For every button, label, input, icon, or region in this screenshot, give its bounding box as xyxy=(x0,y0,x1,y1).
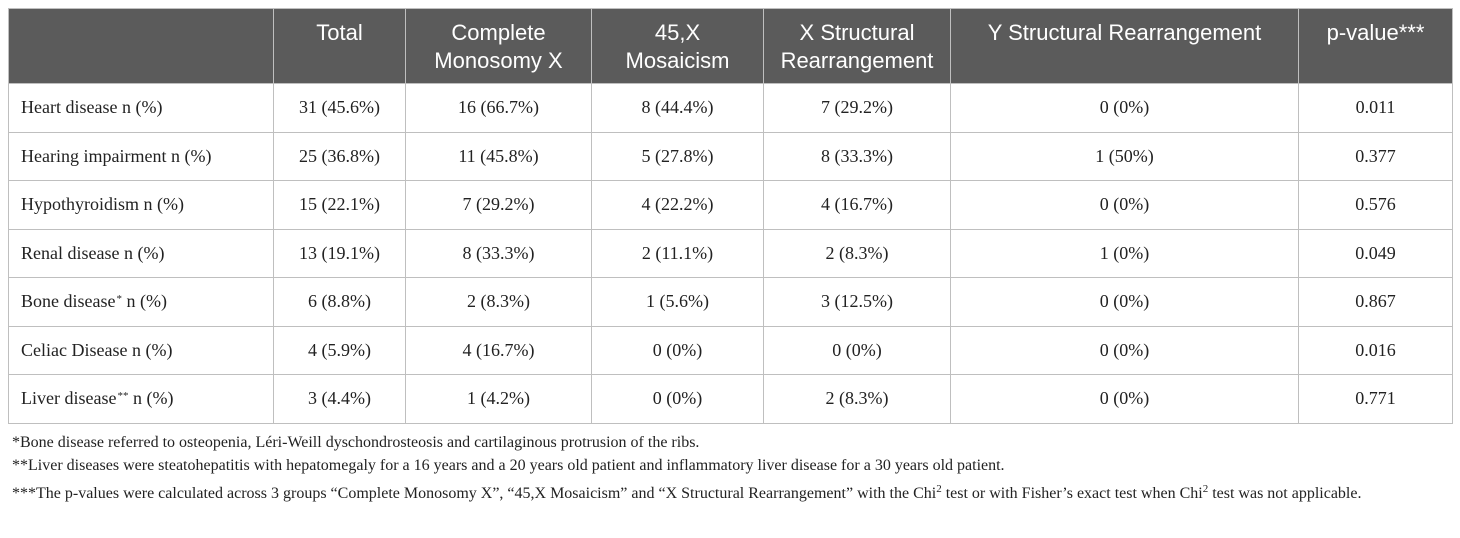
superscript: 2 xyxy=(936,483,942,495)
row-label: Hypothyroidism n (%) xyxy=(9,181,274,230)
table-row xyxy=(9,84,1453,133)
cell-x-structural: 3 (12.5%) xyxy=(764,278,951,327)
row-label-text: Bone disease xyxy=(21,291,116,312)
header-p-value: p-value*** xyxy=(1299,9,1453,84)
cell-y-structural: 1 (50%) xyxy=(951,132,1299,181)
cell-x-structural: 8 (33.3%) xyxy=(764,132,951,181)
header-row xyxy=(9,9,1453,84)
cell-y-structural: 1 (0%) xyxy=(951,229,1299,278)
row-label: Celiac Disease n (%) xyxy=(9,326,274,375)
cell-p-value: 0.049 xyxy=(1299,229,1453,278)
row-label: Heart disease n (%) xyxy=(9,84,274,133)
cell-y-structural: 0 (0%) xyxy=(951,181,1299,230)
cell-45x-mosaicism: 4 (22.2%) xyxy=(592,181,764,230)
cell-x-structural: 2 (8.3%) xyxy=(764,229,951,278)
cell-45x-mosaicism: 5 (27.8%) xyxy=(592,132,764,181)
header-y-structural-rearrangement: Y Structural Rearrangement xyxy=(951,9,1299,84)
cell-complete-monosomy-x: 1 (4.2%) xyxy=(406,375,592,424)
superscript: 2 xyxy=(1202,483,1209,495)
row-label-suffix: n (%) xyxy=(121,291,167,312)
footnote-p-value-text: ***The p-values were calculated across 3 groups “Complete Monosomy X”, “45,X Mosaicism” and “X Structural Rearrangement” with the Chi xyxy=(12,485,937,502)
cell-y-structural: 0 (0%) xyxy=(951,278,1299,327)
table-row xyxy=(9,278,1453,327)
cell-complete-monosomy-x: 4 (16.7%) xyxy=(406,326,592,375)
cell-45x-mosaicism: 0 (0%) xyxy=(592,375,764,424)
row-label-bone-disease xyxy=(9,278,274,327)
header-x-structural-rearrangement: X Structural Rearrangement xyxy=(764,9,951,84)
cell-p-value: 0.011 xyxy=(1299,84,1453,133)
row-label: Hearing impairment n (%) xyxy=(9,132,274,181)
cell-complete-monosomy-x: 7 (29.2%) xyxy=(406,181,592,230)
clinical-table xyxy=(8,8,1453,424)
cell-45x-mosaicism: 0 (0%) xyxy=(592,326,764,375)
footnote-mark: ** xyxy=(117,390,129,403)
cell-x-structural: 4 (16.7%) xyxy=(764,181,951,230)
table-row xyxy=(9,181,1453,230)
cell-45x-mosaicism: 1 (5.6%) xyxy=(592,278,764,327)
row-label-liver-disease xyxy=(9,375,274,424)
cell-p-value: 0.771 xyxy=(1299,375,1453,424)
cell-p-value: 0.576 xyxy=(1299,181,1453,230)
footnote-liver: **Liver diseases were steatohepatitis with hepatomegaly for a 16 years and a 20 years old patient and inflammatory liver disease for a 30 years old patient. xyxy=(12,457,1005,474)
footnote-p-value xyxy=(12,478,1452,505)
footnote-bone: *Bone disease referred to osteopenia, Léri-Weill dyschondrosteosis and cartilaginous protrusion of the ribs. xyxy=(12,434,700,451)
cell-p-value: 0.377 xyxy=(1299,132,1453,181)
cell-p-value: 0.867 xyxy=(1299,278,1453,327)
footnote-mark: * xyxy=(116,293,122,306)
table-row xyxy=(9,229,1453,278)
cell-x-structural: 0 (0%) xyxy=(764,326,951,375)
cell-total: 15 (22.1%) xyxy=(274,181,406,230)
header-total: Total xyxy=(274,9,406,84)
row-label-text: Liver disease xyxy=(21,388,117,409)
table-container xyxy=(8,8,1452,424)
cell-x-structural: 2 (8.3%) xyxy=(764,375,951,424)
row-label: Renal disease n (%) xyxy=(9,229,274,278)
cell-y-structural: 0 (0%) xyxy=(951,84,1299,133)
table-row xyxy=(9,375,1453,424)
cell-45x-mosaicism: 8 (44.4%) xyxy=(592,84,764,133)
cell-total: 31 (45.6%) xyxy=(274,84,406,133)
cell-p-value: 0.016 xyxy=(1299,326,1453,375)
footnote-p-value-text: test or with Fisher’s exact test when Chi xyxy=(941,485,1203,502)
cell-x-structural: 7 (29.2%) xyxy=(764,84,951,133)
cell-45x-mosaicism: 2 (11.1%) xyxy=(592,229,764,278)
table-row xyxy=(9,326,1453,375)
header-complete-monosomy-x: Complete Monosomy X xyxy=(406,9,592,84)
cell-y-structural: 0 (0%) xyxy=(951,375,1299,424)
header-cell-empty xyxy=(9,9,274,84)
cell-total: 6 (8.8%) xyxy=(274,278,406,327)
footnotes xyxy=(12,432,1452,506)
header-45x-mosaicism: 45,X Mosaicism xyxy=(592,9,764,84)
cell-total: 3 (4.4%) xyxy=(274,375,406,424)
cell-total: 4 (5.9%) xyxy=(274,326,406,375)
cell-complete-monosomy-x: 2 (8.3%) xyxy=(406,278,592,327)
cell-total: 25 (36.8%) xyxy=(274,132,406,181)
cell-total: 13 (19.1%) xyxy=(274,229,406,278)
row-label-suffix: n (%) xyxy=(128,388,174,409)
cell-complete-monosomy-x: 11 (45.8%) xyxy=(406,132,592,181)
footnote-p-value-text: test was not applicable. xyxy=(1208,485,1362,502)
cell-y-structural: 0 (0%) xyxy=(951,326,1299,375)
cell-complete-monosomy-x: 16 (66.7%) xyxy=(406,84,592,133)
table-row xyxy=(9,132,1453,181)
cell-complete-monosomy-x: 8 (33.3%) xyxy=(406,229,592,278)
